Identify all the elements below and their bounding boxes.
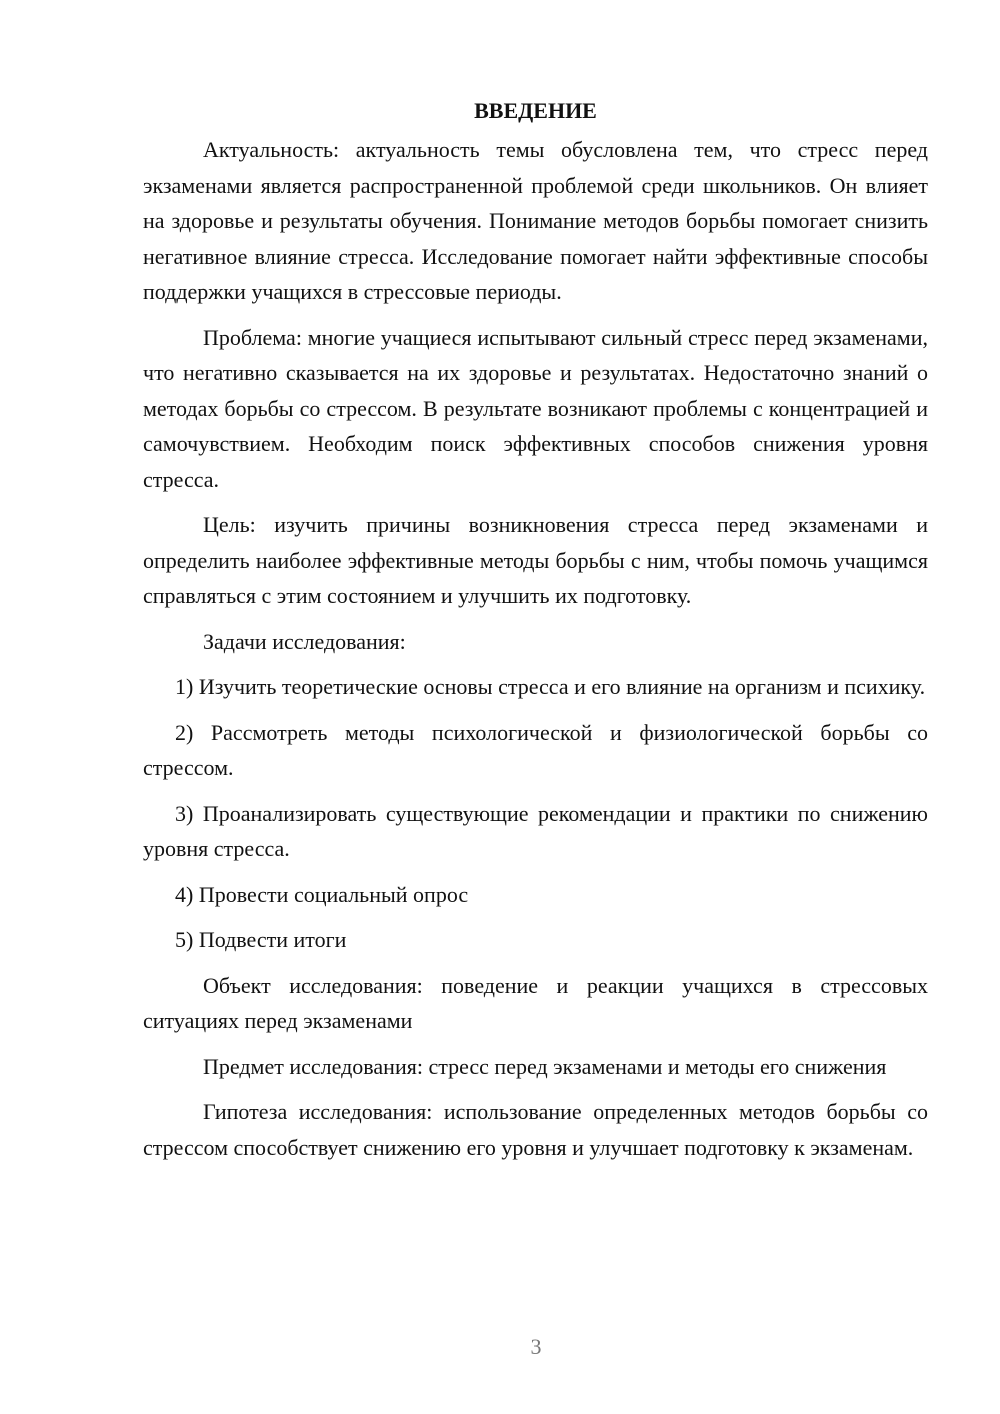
- goal-paragraph: Цель: изучить причины возникновения стресса перед экзаменами и определить наиболее эффективные методы борьбы с ним, чтобы помочь учащимся справляться с этим состоянием и улучшить их подготовку.: [143, 512, 928, 608]
- relevance-paragraph: Актуальность: актуальность темы обусловлена тем, что стресс перед экзаменами является распространенной проблемой среди школьников. Он влияет на здоровье и результаты обучения. Понимание методов борьбы помогает снизить негативное влияние стресса. Исследование помогает найти эффективные способы поддержки учащихся в стрессовые периоды.: [143, 137, 928, 304]
- hypothesis-paragraph: Гипотеза исследования: использование определенных методов борьбы со стрессом способствует снижению его уровня и улучшает подготовку к экзаменам.: [143, 1099, 928, 1160]
- task-item: 1) Изучить теоретические основы стресса и его влияние на организм и психику.: [175, 674, 926, 699]
- page-content: [143, 96, 928, 1175]
- page-number: 3: [530, 1334, 542, 1359]
- task-item: 2) Рассмотреть методы психологической и физиологической борьбы со стрессом.: [143, 719, 928, 780]
- problem-paragraph: Проблема: многие учащиеся испытывают сильный стресс перед экзаменами, что негативно сказывается на их здоровье и результатах. Недостаточно знаний о методах борьбы со стрессом. В результате возникают проблемы с концентрацией и самочувствием. Необходим поиск эффективных способов снижения уровня стресса.: [143, 324, 928, 492]
- task-item: 5) Подвести итоги: [175, 927, 347, 952]
- page-title: ВВЕДЕНИЕ: [474, 98, 597, 123]
- task-item: 3) Проанализировать существующие рекомендации и практики по снижению уровня стресса.: [143, 800, 928, 861]
- task-item: 4) Провести социальный опрос: [175, 881, 469, 907]
- subject-paragraph: Предмет исследования: стресс перед экзаменами и методы его снижения: [203, 1053, 887, 1079]
- tasks-heading: Задачи исследования:: [203, 628, 406, 654]
- object-paragraph: Объект исследования: поведение и реакции учащихся в стрессовых ситуациях перед экзаменами: [143, 972, 928, 1033]
